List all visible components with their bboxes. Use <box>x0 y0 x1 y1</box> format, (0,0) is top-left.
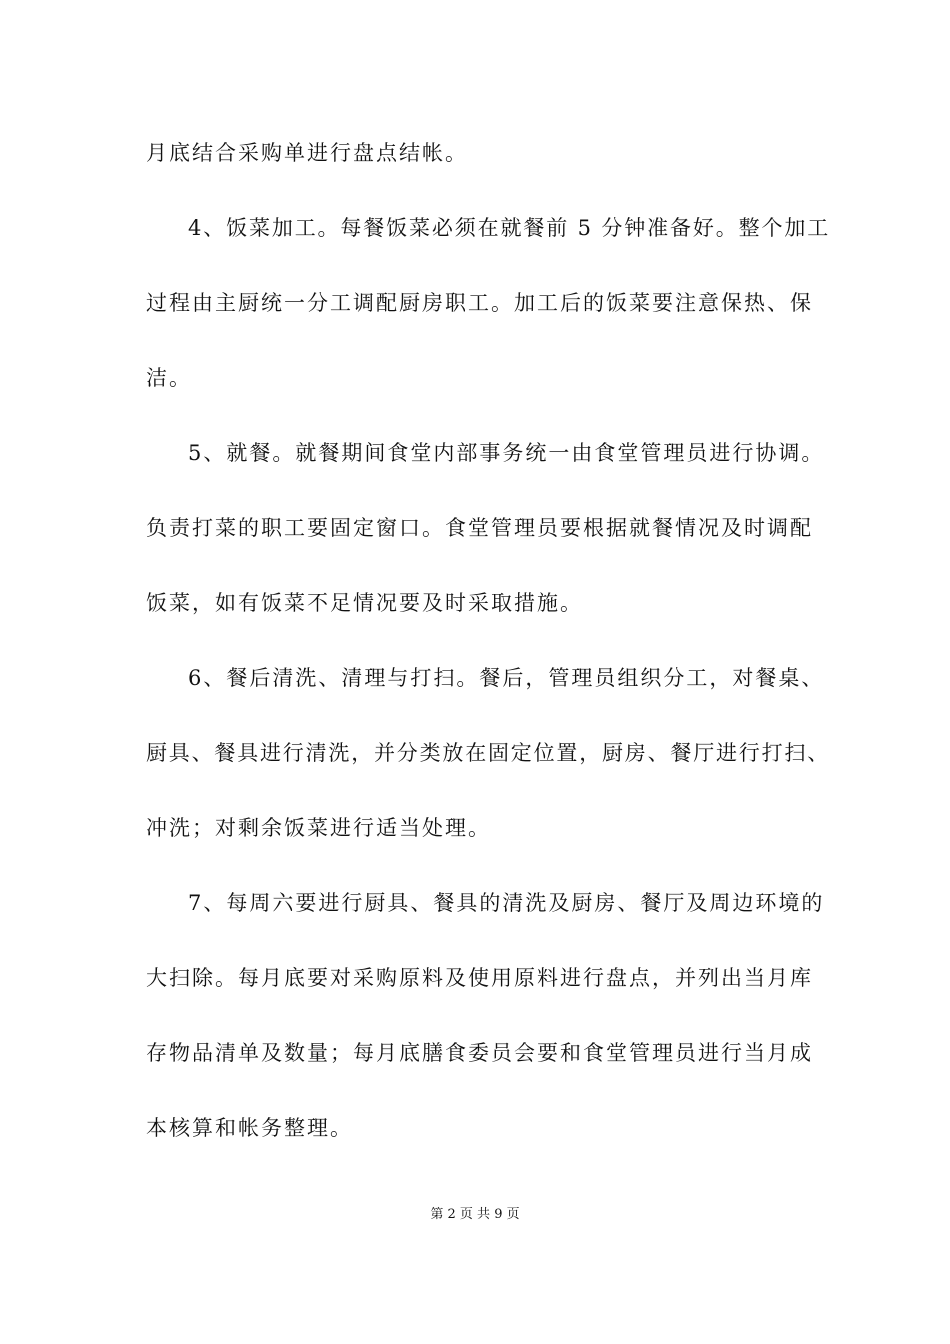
paragraph-6-start: 6、餐后清洗、清理与打扫。餐后，管理员组织分工，对餐桌、 <box>188 666 825 690</box>
paragraph-5-start: 5、就餐。就餐期间食堂内部事务统一由食堂管理员进行协调。 <box>188 441 825 465</box>
body-line: 月底结合采购单进行盘点结帐。 <box>146 141 468 165</box>
paragraph-7-start: 7、每周六要进行厨具、餐具的清洗及厨房、餐厅及周边环境的 <box>188 891 825 915</box>
body-line: 饭菜，如有饭菜不足情况要及时采取措施。 <box>146 591 583 615</box>
body-line: 洁。 <box>146 366 192 390</box>
body-line: 存物品清单及数量；每月底膳食委员会要和食堂管理员进行当月成 <box>146 1041 813 1065</box>
body-line: 本核算和帐务整理。 <box>146 1116 353 1140</box>
paragraph-4-start: 4、饭菜加工。每餐饭菜必须在就餐前 5 分钟准备好。整个加工 <box>188 216 831 240</box>
body-line: 冲洗；对剩余饭菜进行适当处理。 <box>146 816 491 840</box>
page-number: 第 2 页 共 9 页 <box>430 1207 520 1222</box>
body-line: 大扫除。每月底要对采购原料及使用原料进行盘点，并列出当月库 <box>146 966 813 990</box>
body-line: 过程由主厨统一分工调配厨房职工。加工后的饭菜要注意保热、保 <box>146 291 813 315</box>
body-line: 负责打菜的职工要固定窗口。食堂管理员要根据就餐情况及时调配 <box>146 516 813 540</box>
body-line: 厨具、餐具进行清洗，并分类放在固定位置，厨房、餐厅进行打扫、 <box>146 741 830 765</box>
